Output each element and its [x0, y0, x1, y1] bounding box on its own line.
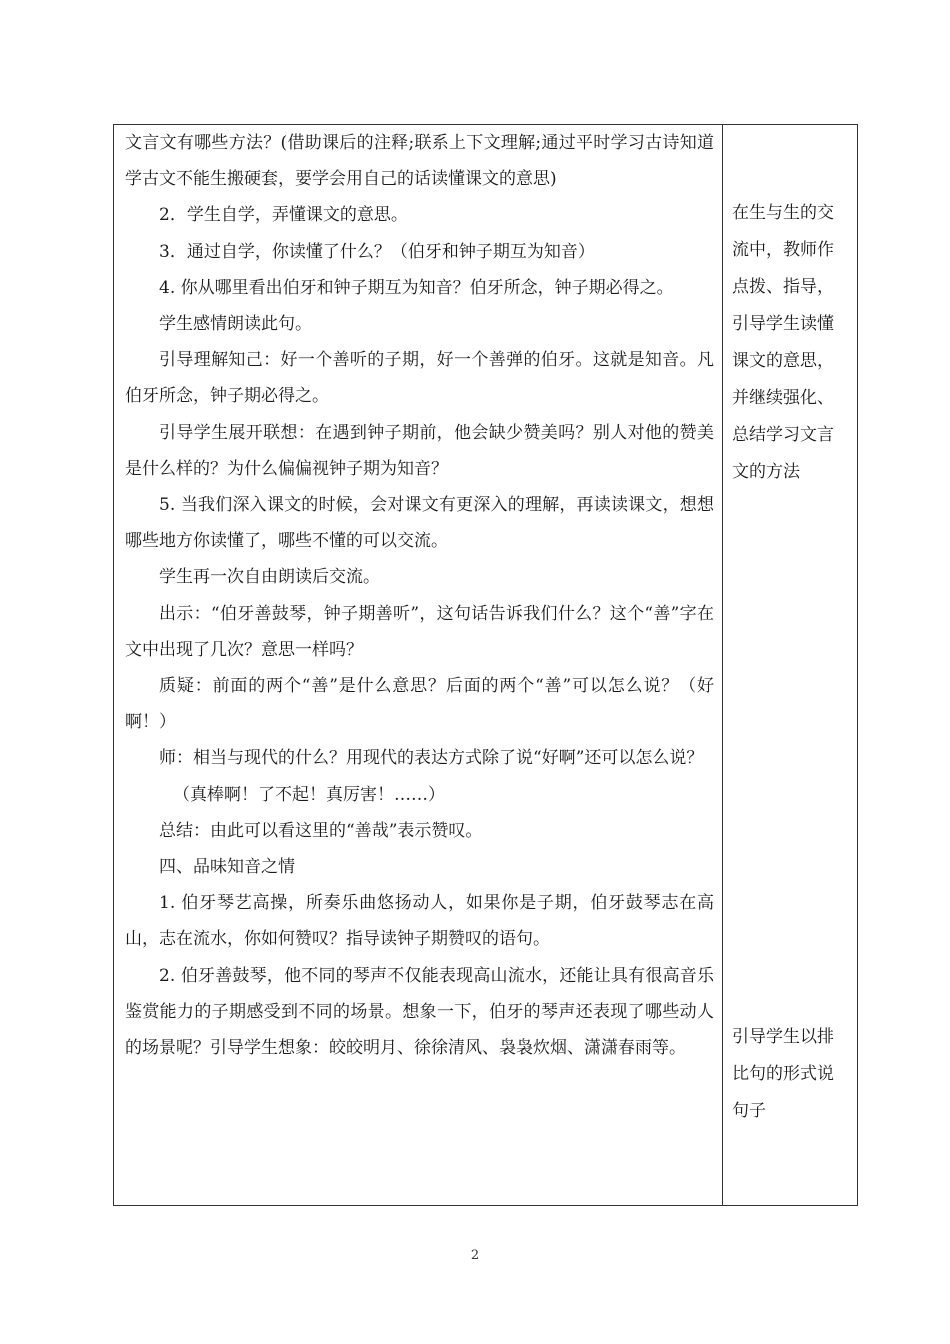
paragraph-step-4: 4. 你从哪里看出伯牙和钟子期互为知音？伯牙所念，钟子期必得之。 — [159, 277, 674, 298]
paragraph-understand-friend: 引导理解知己：好一个善听的子期，好一个善弹的伯牙。这就是知音。凡伯牙所念，钟子期必得之。 — [125, 350, 714, 407]
paragraph-section4-item-2: 2. 伯牙善鼓琴，他不同的琴声不仅能表现高山流水，还能让具有很高音乐鉴赏能力的子期感受到不同的场景。想象一下，伯牙的琴声还表现了哪些动人的场景呢？引导学生想象：皎皎明月、徐徐清风、袅袅炊烟、潇潇春雨等。 — [125, 965, 714, 1059]
lesson-text-block — [125, 125, 714, 1066]
page-number: 2 — [470, 1248, 480, 1263]
paragraph-step-2: 2．学生自学，弄懂课文的意思。 — [159, 205, 408, 226]
paragraph-exchange: 学生再一次自由朗读后交流。 — [159, 567, 380, 588]
section-heading-4: 四、品味知音之情 — [159, 857, 295, 878]
paragraph-step-3: 3．通过自学，你读懂了什么？（伯牙和钟子期互为知音） — [159, 241, 595, 262]
paragraph-methods: 文言文有哪些方法？(借助课后的注释;联系上下文理解;通过平时学习古诗知道学古文不能生搬硬套，要学会用自己的话读懂课文的意思) — [125, 133, 714, 190]
paragraph-show: 出示：“伯牙善鼓琴，钟子期善听”，这句话告诉我们什么？这个“善”字在文中出现了几次？意思一样吗？ — [125, 603, 714, 660]
side-note-1: 在生与生的交流中，教师作点拨、指导，引导学生读懂课文的意思，并继续强化、总结学习文言文的方法 — [732, 203, 834, 482]
paragraph-association: 引导学生展开联想：在遇到钟子期前，他会缺少赞美吗？别人对他的赞美是什么样的？为什么偏偏视钟子期为知音？ — [125, 422, 714, 479]
paragraph-step-5: 5. 当我们深入课文的时候，会对课文有更深入的理解，再读读课文，想想哪些地方你读懂了，哪些不懂的可以交流。 — [125, 495, 714, 552]
side-note-2: 引导学生以排比句的形式说句子 — [732, 1027, 834, 1121]
paragraph-examples: （真棒啊！了不起！真厉害！……） — [173, 784, 445, 805]
lesson-content-cell — [114, 125, 723, 1206]
lesson-plan-table — [113, 124, 858, 1206]
paragraph-section4-item-1: 1. 伯牙琴艺高操，所奏乐曲悠扬动人，如果你是子期，伯牙鼓琴志在高山，志在流水，你如何赞叹？指导读钟子期赞叹的语句。 — [125, 893, 714, 950]
paragraph-teacher: 师：相当与现代的什么？用现代的表达方式除了说“好啊”还可以怎么说？ — [159, 748, 704, 769]
design-intent-cell — [723, 125, 858, 1206]
paragraph-read-aloud: 学生感情朗读此句。 — [159, 314, 312, 335]
paragraph-question: 质疑：前面的两个“善”是什么意思？后面的两个“善”可以怎么说？（好啊！） — [125, 676, 714, 733]
paragraph-summary: 总结：由此可以看这里的“善哉”表示赞叹。 — [159, 820, 483, 841]
table-row — [114, 125, 858, 1206]
